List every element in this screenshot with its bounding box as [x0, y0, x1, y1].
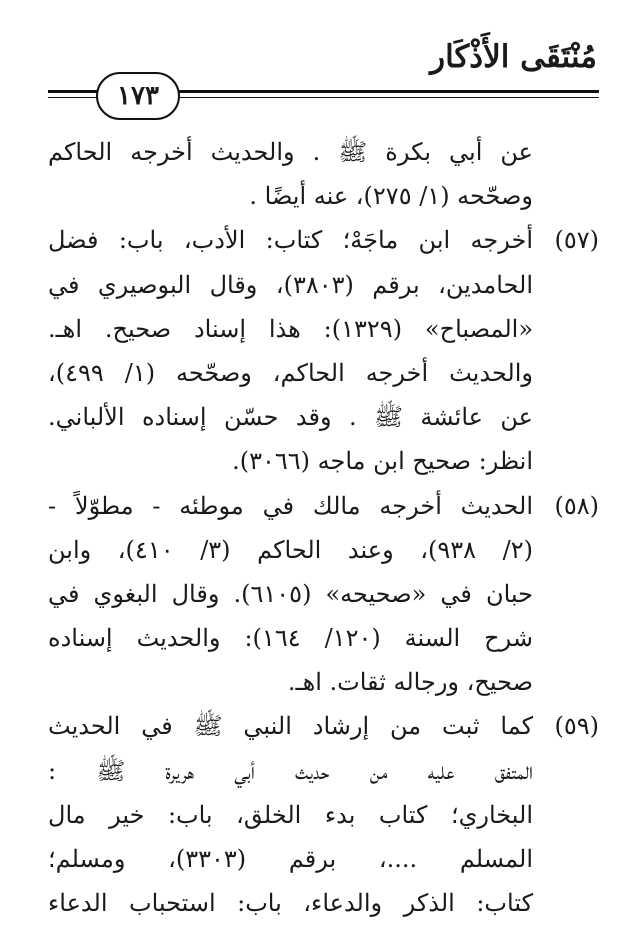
footnote-number: (٥٨)	[554, 491, 599, 520]
footnote-line: انظر: صحيح ابن ماجه (٣٠٦٦).	[232, 447, 533, 476]
running-header-title: مُنْتَقَى الأَذْكَار	[430, 39, 597, 75]
footnote-line: الحامدين، برقم (٣٨٠٣)، وقال البوصيري في	[48, 270, 534, 299]
footnote-58	[48, 484, 599, 705]
footnote-line: المتفق عليه من حديث أبي هريرة ﷺ :	[48, 756, 533, 785]
footnote-line: البخاري؛ كتاب بدء الخلق، باب: خير مال	[48, 800, 533, 829]
page-body	[48, 130, 599, 925]
footnote-line: (٢/ ٩٣٨)، وعند الحاكم (٣/ ٤١٠)، وابن	[48, 535, 533, 564]
footnote-line: صحيح، ورجاله ثقات. اهـ.	[287, 668, 533, 697]
footnote-line: الحديث أخرجه مالك في موطئه - مطوّلاً -	[48, 491, 533, 520]
footnote-line: كتاب: الذكر والدعاء، باب: استحباب الدعاء	[48, 889, 533, 918]
footnote-line: شرح السنة (١٢٠/ ١٦٤): والحديث إسناده	[48, 624, 534, 653]
footnote-line: أخرجه ابن ماجَهْ؛ كتاب: الأدب، باب: فضل	[48, 226, 533, 255]
footnote-line: والحديث أخرجه الحاكم، وصحّحه (١/ ٤٩٩)،	[48, 358, 534, 387]
text-line: وصحّحه (١/ ٢٧٥)، عنه أيضًا .	[249, 182, 533, 211]
footnote-line: المسلم ....، برقم (٣٣٠٣)، ومسلم؛	[48, 845, 534, 873]
footnote-57	[48, 218, 599, 483]
footnote-59	[48, 704, 599, 925]
text-line: عن أبي بكرة ﷺ . والحديث أخرجه الحاكم	[48, 138, 533, 166]
footnote-line: كما ثبت من إرشاد النبي ﷺ في الحديث	[48, 712, 533, 741]
page-number-badge	[96, 72, 180, 120]
footnote-number: (٥٧)	[554, 226, 599, 255]
footnote-line: عن عائشة ﷺ . وقد حسّن إسناده الألباني.	[48, 403, 533, 432]
footnote-line: حبان في «صحيحه» (٦١٠٥). وقال البغوي في	[48, 579, 533, 608]
footnote-number: (٥٩)	[554, 712, 599, 741]
footnote-line: «المصباح» (١٣٢٩): هذا إسناد صحيح. اهـ.	[48, 314, 534, 343]
page-number: ١٧٣	[117, 81, 159, 111]
